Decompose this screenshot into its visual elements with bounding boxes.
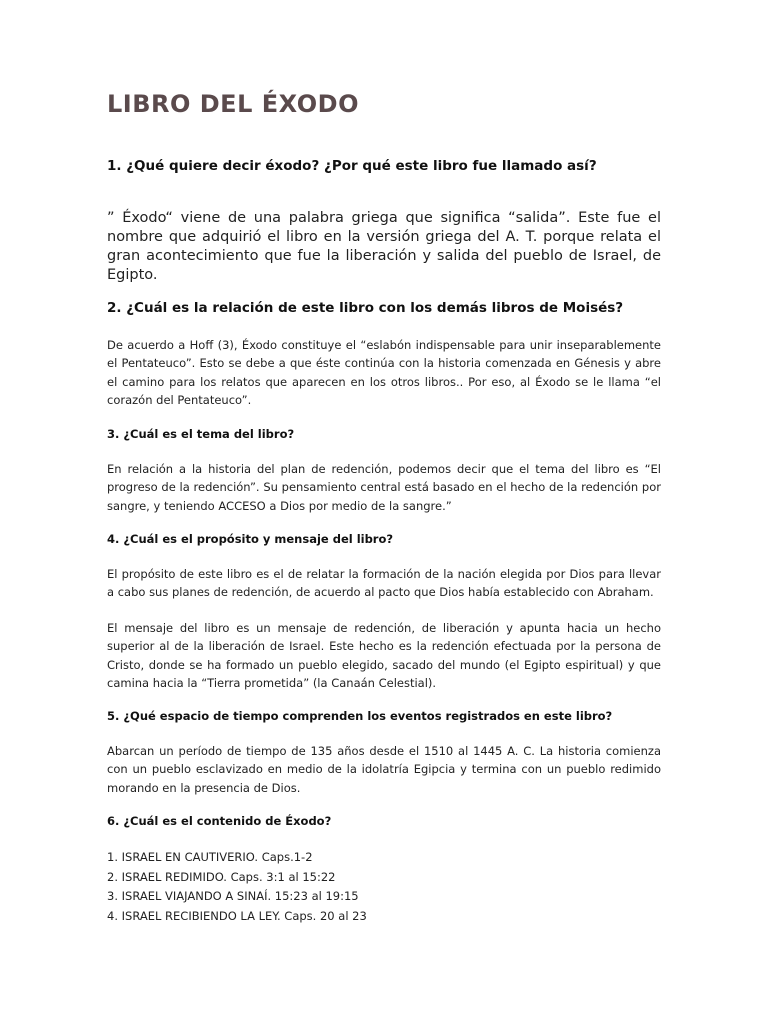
section-4-paragraph-2: El mensaje del libro es un mensaje de redención, de liberación y apunta hacia un hecho superior al de la liberación de Israel. Este hecho es la redención efectuada por la persona de Cristo, donde se ha formado un pueblo elegido, sacado del mundo (el Egipto espiritual) y que camina hacia la “Tierra prometida” (la Canaán Celestial). (107, 621, 661, 690)
section-1-question: 1. ¿Qué quiere decir éxodo? ¿Por qué este libro fue llamado así? (107, 158, 597, 174)
list-item: 3. ISRAEL VIAJANDO A SINAÍ. 15:23 al 19:15 (107, 889, 359, 903)
contents-list (107, 848, 367, 926)
section-5-paragraph-1: Abarcan un período de tiempo de 135 años desde el 1510 al 1445 A. C. La historia comienza con un pueblo esclavizado en medio de la idolatría Egipcia y termina con un pueblo redimido morando en la presencia de Dios. (107, 744, 661, 795)
section-4-paragraph-1: El propósito de este libro es el de relatar la formación de la nación elegida por Dios para llevar a cabo sus planes de redención, de acuerdo al pacto que Dios había establecido con Abraham. (107, 567, 661, 600)
list-item: 1. ISRAEL EN CAUTIVERIO. Caps.1-2 (107, 850, 313, 864)
document-title: LIBRO DEL ÉXODO (107, 90, 359, 118)
section-2-question: 2. ¿Cuál es la relación de este libro con los demás libros de Moisés? (107, 300, 624, 316)
list-item: 4. ISRAEL RECIBIENDO LA LEY. Caps. 20 al 23 (107, 908, 367, 923)
section-1-paragraph-1: ” Éxodo“ viene de una palabra griega que significa “salida”. Este fue el nombre que adquirió el libro en la versión griega del A. T. porque relata el gran acontecimiento que fue la liberación y salida del pueblo de Israel, de Egipto. (107, 210, 661, 283)
section-4-question: 4. ¿Cuál es el propósito y mensaje del libro? (107, 532, 394, 546)
list-item: 2. ISRAEL REDIMIDO. Caps. 3:1 al 15:22 (107, 869, 336, 884)
section-2-paragraph-1: De acuerdo a Hoff (3), Éxodo constituye el “eslabón indispensable para unir inseparablemente el Pentateuco”. Esto se debe a que éste continúa con la historia comenzada en Génesis y abre el camino para los relatos que aparecen en los otros libros.. Por eso, al Éxodo se le llama “el corazón del Pentateuco”. (107, 338, 661, 407)
section-3-question: 3. ¿Cuál es el tema del libro? (107, 427, 295, 441)
section-3-paragraph-1: En relación a la historia del plan de redención, podemos decir que el tema del libro es “El progreso de la redención”. Su pensamiento central está basado en el hecho de la redención por sangre, y teniendo ACCESO a Dios por medio de la sangre.” (107, 462, 661, 513)
section-5-question: 5. ¿Qué espacio de tiempo comprenden los eventos registrados en este libro? (107, 709, 613, 723)
section-6-question: 6. ¿Cuál es el contenido de Éxodo? (107, 814, 332, 828)
